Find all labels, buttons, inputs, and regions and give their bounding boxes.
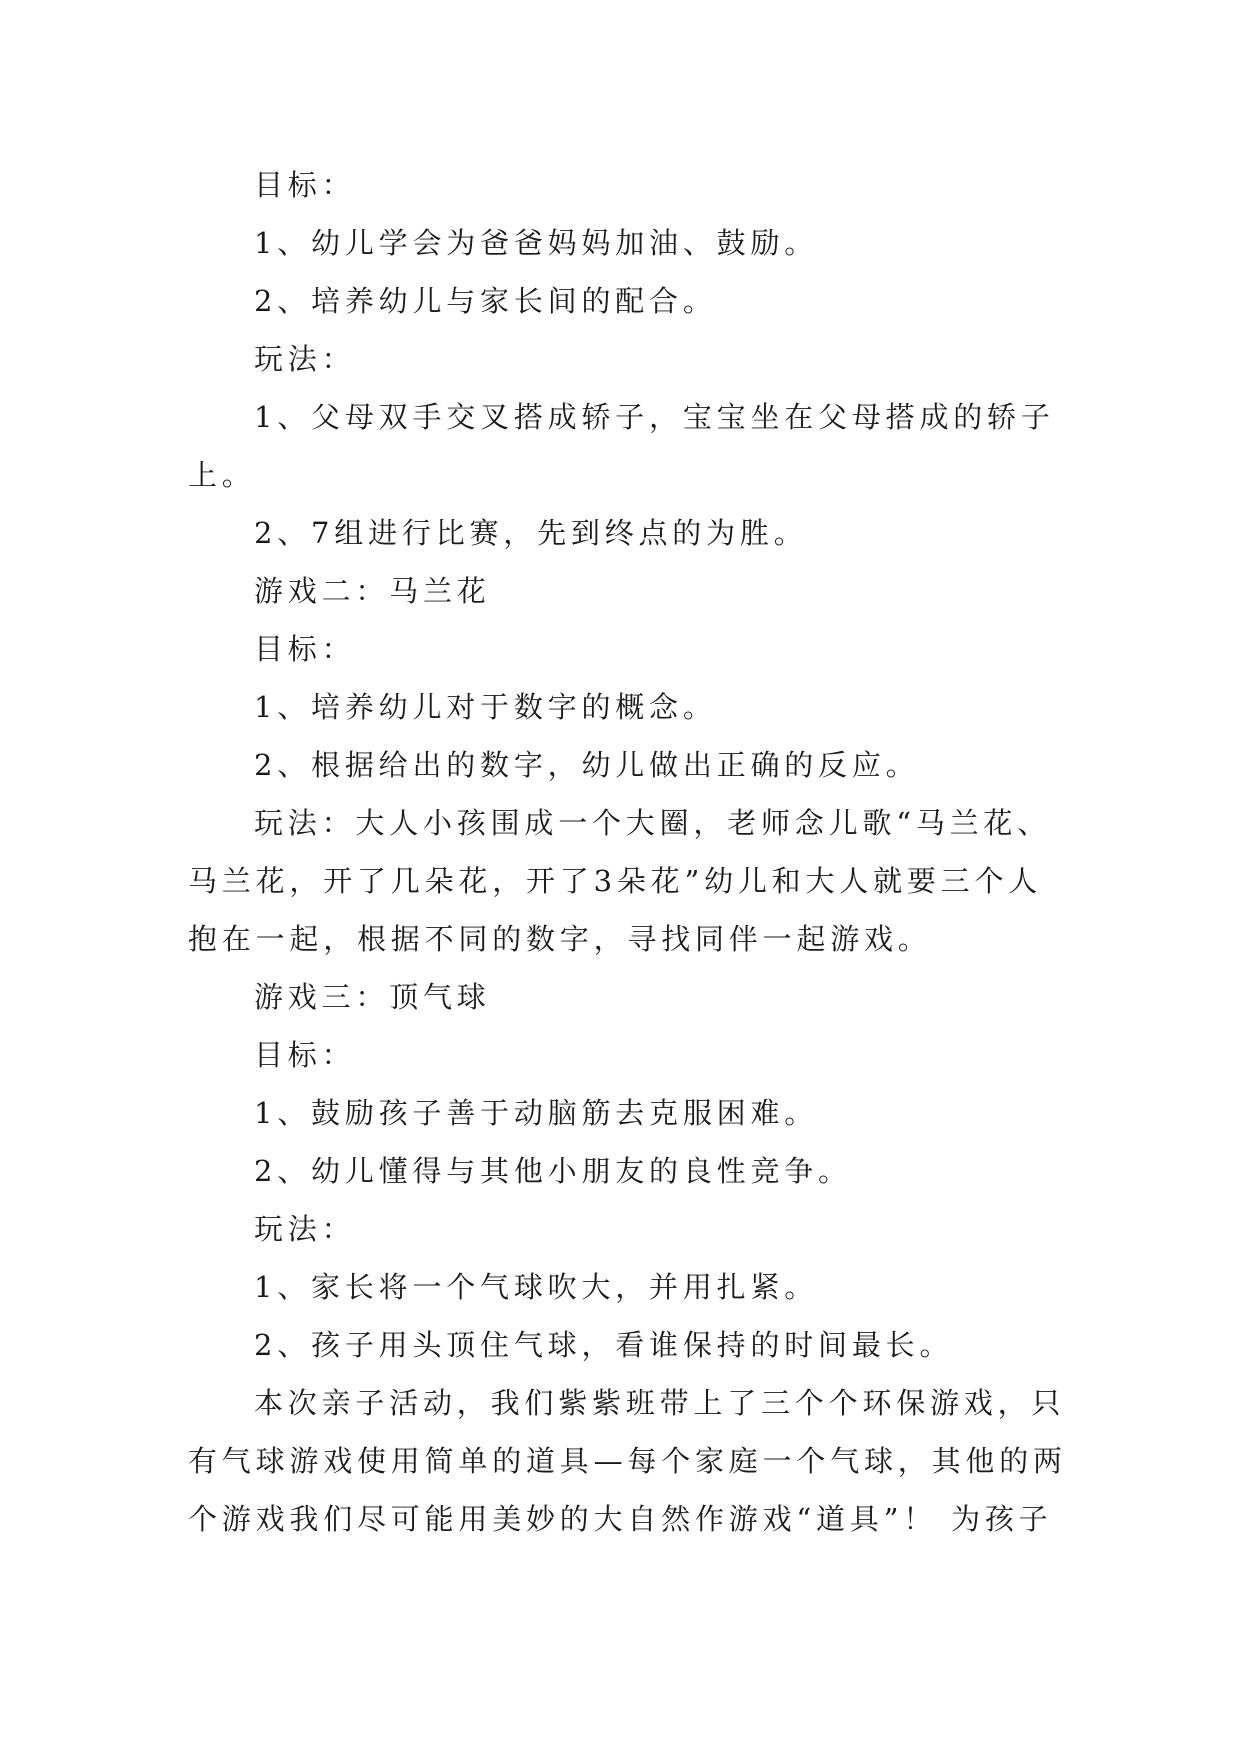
document-body <box>188 156 1067 1548</box>
line-method-heading-1: 玩法： <box>254 342 356 376</box>
line-method-2: 玩法：大人小孩围成一个大圈，老师念儿歌“马兰花、 <box>254 806 1052 840</box>
line-method-1-item-1-cont: 上。 <box>188 458 256 492</box>
line-goal-heading-1: 目标： <box>254 168 356 202</box>
line-goal-heading-3: 目标： <box>254 1038 356 1072</box>
line-summary-1: 本次亲子活动，我们紫紫班带上了三个个环保游戏，只 <box>254 1386 1066 1420</box>
line-goal-1-item-1: 1、幼儿学会为爸爸妈妈加油、鼓励。 <box>254 226 819 260</box>
line-method-2-cont-1: 马兰花，开了几朵花，开了3朵花”幼儿和大人就要三个人 <box>188 864 1043 898</box>
line-summary-3: 个游戏我们尽可能用美妙的大自然作游戏“道具”！ 为孩子 <box>188 1502 1053 1536</box>
line-goal-3-item-2: 2、幼儿懂得与其他小朋友的良性竞争。 <box>254 1154 852 1188</box>
line-game-3-title: 游戏三：顶气球 <box>254 980 491 1014</box>
line-goal-heading-2: 目标： <box>254 632 356 666</box>
line-method-3-item-1: 1、家长将一个气球吹大，并用扎紧。 <box>254 1270 819 1304</box>
line-method-1-item-2: 2、7组进行比赛，先到终点的为胜。 <box>254 516 808 550</box>
line-goal-2-item-1: 1、培养幼儿对于数字的概念。 <box>254 690 717 724</box>
line-method-2-cont-2: 抱在一起，根据不同的数字，寻找同伴一起游戏。 <box>188 922 932 956</box>
line-summary-2: 有气球游戏使用简单的道具—每个家庭一个气球，其他的两 <box>188 1444 1067 1478</box>
line-method-3-item-2: 2、孩子用头顶住气球，看谁保持的时间最长。 <box>254 1328 954 1362</box>
line-goal-3-item-1: 1、鼓励孩子善于动脑筋去克服困难。 <box>254 1096 819 1130</box>
line-game-2-title: 游戏二：马兰花 <box>254 574 491 608</box>
line-goal-2-item-2: 2、根据给出的数字，幼儿做出正确的反应。 <box>254 748 920 782</box>
line-method-heading-3: 玩法： <box>254 1212 356 1246</box>
line-method-1-item-1: 1、父母双手交叉搭成轿子，宝宝坐在父母搭成的轿子 <box>254 400 1055 434</box>
line-goal-1-item-2: 2、培养幼儿与家长间的配合。 <box>254 284 717 318</box>
